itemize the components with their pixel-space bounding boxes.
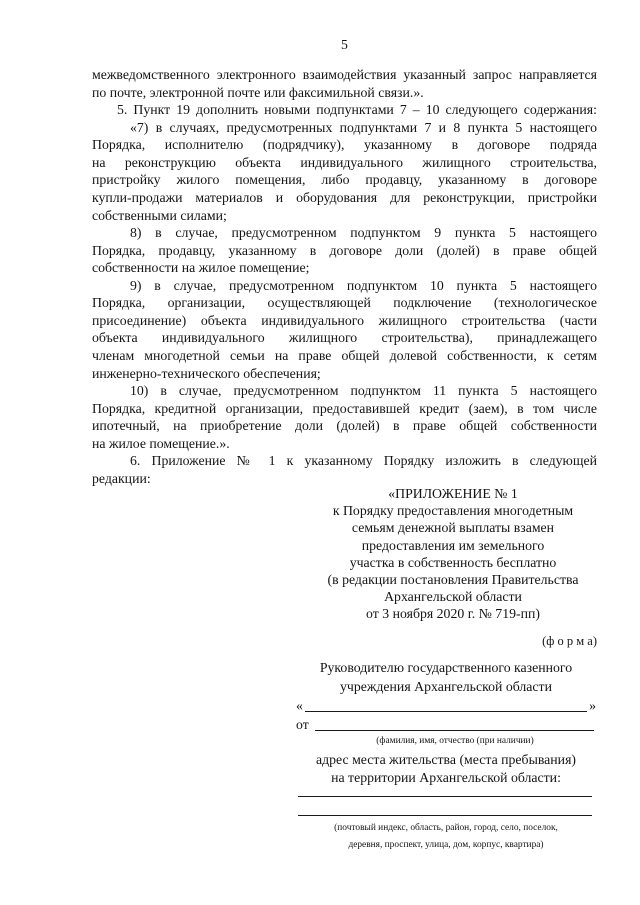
appendix-header-line: к Порядку предоставления многодетным [332,503,574,519]
document-body [92,66,597,488]
appendix-header-line: Архангельской области [384,589,522,605]
quote-open: « [296,698,303,713]
applicant-name-field [296,716,596,734]
subitem-7-line: пристройку жилого помещения, либо продавцу, указанному в договоре [92,172,597,188]
paragraph-5-line: 5. Пункт 19 дополнить новыми подпунктами 7 – 10 следующего содержания: [117,102,597,118]
subitem-9-line: инженерно-технического обеспечения; [92,365,321,381]
appendix-header-line: семьям денежной выплаты взамен [351,520,555,536]
subitem-9-line: присоединение) объекта индивидуального жилищного строительства (части [92,312,597,328]
subitem-9-line: членам многодетной семьи на праве общей долевой собственности, к сетям [92,348,597,363]
subitem-8-line: собственности на жилое помещение; [92,260,310,276]
address-label-2: на территории Архангельской области: [331,770,561,785]
appendix-header-line: (в редакции постановления Правительства [327,571,579,587]
subitem-7-line: «7) в случаях, предусмотренных подпунктами 7 и 8 пункта 5 настоящего [130,119,597,135]
address-label-1: адрес места жительства (места пребывания) [315,752,577,767]
subitem-10-line: 10) в случае, предусмотренном подпунктом 11 пункта 5 настоящего [130,383,597,399]
subitem-9-line: Порядка, организации, осуществляющей подключение (технологическое [92,295,597,311]
subitem-7-line: Порядка, исполнителю (подрядчику), указанному в договоре подряда [92,137,597,153]
page-number: 5 [341,37,348,52]
subitem-7-line: купли-продажи материалов и оборудования для реконструкции, пристройки [92,189,597,205]
institution-name-blank [305,698,587,712]
appendix-header [312,485,594,623]
appendix-title: «ПРИЛОЖЕНИЕ № 1 [388,486,518,501]
paragraph-6-line: 6. Приложение № 1 к указанному Порядку изложить в следующей [130,453,597,469]
from-label: от [296,717,309,732]
subitem-8-line: 8) в случае, предусмотренном подпунктом 9 пункта 5 настоящего [130,225,597,241]
subitem-9-line: 9) в случае, предусмотренном подпунктом 10 пункта 5 настоящего [130,277,597,293]
body-line: по почте, электронной почте или факсимильной связи.». [92,84,424,100]
form-label: (ф о р м а) [542,634,597,648]
address-blank-1 [298,796,592,797]
paragraph-6-line: редакции: [92,470,151,486]
body-line: межведомственного электронного взаимодействия указанный запрос направляется [92,67,597,82]
subitem-7-line: на реконструкцию объекта индивидуального жилищного строительства, [92,154,597,170]
appendix-header-line: от 3 ноября 2020 г. № 719-пп) [366,606,540,622]
addressee-line-2: учреждения Архангельской области [340,679,552,694]
addressee-line-1: Руководителю государственного казенного [319,660,573,675]
institution-name-field [296,697,596,715]
appendix-header-line: участка в собственность бесплатно [349,554,557,570]
subitem-10-line: ипотечный, на приобретение доли (долей) в праве общей собственности [92,418,597,434]
applicant-name-blank [315,717,594,731]
address-hint-2: деревня, проспект, улица, дом, корпус, квартира) [348,840,544,850]
quote-close: » [589,698,596,713]
subitem-9-line: объекта индивидуального жилищного строительства), принадлежащего [92,330,597,346]
address-blank-2 [298,815,592,816]
subitem-7-line: собственными силами; [92,207,227,223]
name-hint: (фамилия, имя, отчество (при наличии) [376,736,534,746]
subitem-10-line: Порядка, кредитной организации, предоставившей кредит (заем), в том числе [92,400,597,416]
appendix-header-line: предоставления им земельного [361,537,545,553]
address-hint-1: (почтовый индекс, область, район, город, село, поселок, [334,823,558,833]
subitem-8-line: Порядка, продавцу, указанному в договоре доли (долей) в праве общей [92,242,597,258]
subitem-10-line: на жилое помещение.». [92,435,230,451]
